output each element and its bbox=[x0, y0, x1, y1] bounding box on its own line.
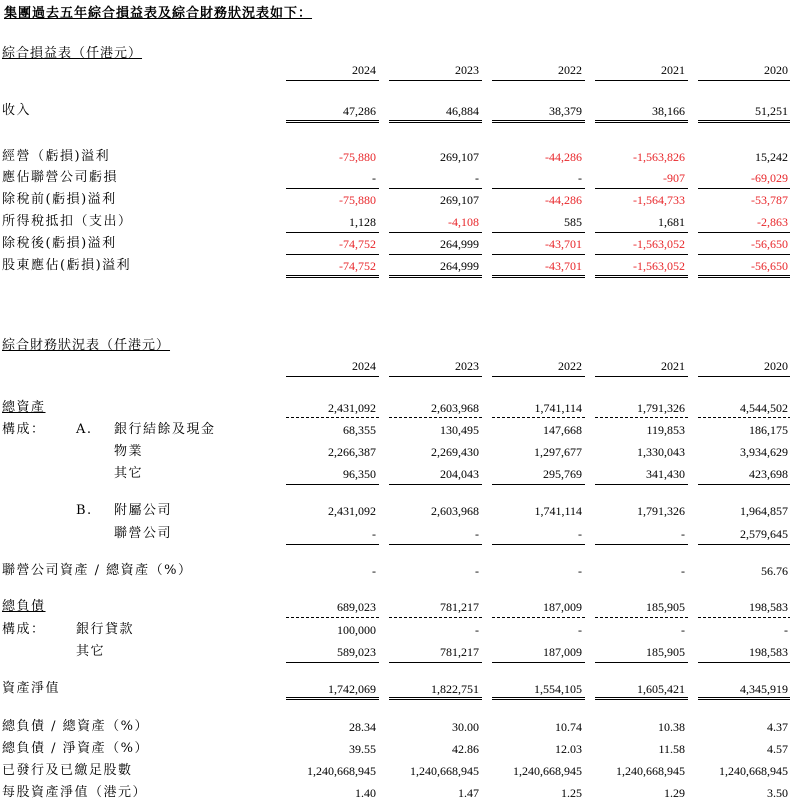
debt-to-assets-row bbox=[0, 717, 790, 737]
cell-value: 1,791,326 bbox=[637, 504, 685, 518]
cell-value: 423,698 bbox=[749, 467, 788, 481]
cell-value: - bbox=[578, 564, 582, 578]
cell-value: 198,583 bbox=[749, 645, 788, 659]
cell-value: 1,128 bbox=[349, 215, 376, 229]
cell-value: 264,999 bbox=[440, 237, 479, 251]
issued-shares-row bbox=[0, 761, 790, 781]
cell-value: 1,791,326 bbox=[637, 401, 685, 415]
divider bbox=[286, 697, 379, 700]
cell-value: - bbox=[681, 623, 685, 637]
group-b-marker: B. bbox=[76, 503, 93, 518]
divider bbox=[492, 120, 585, 123]
cell-value: 1,240,668,945 bbox=[719, 764, 788, 778]
divider bbox=[492, 417, 585, 418]
cell-value: 3.50 bbox=[767, 786, 788, 800]
cell-value: 4,544,502 bbox=[740, 401, 788, 415]
row-label: 總負債 bbox=[2, 599, 46, 614]
divider bbox=[389, 662, 482, 663]
cell-value: 295,769 bbox=[543, 467, 582, 481]
cell-value: - bbox=[578, 527, 582, 541]
cell-value: -74,752 bbox=[339, 259, 376, 273]
cell-value: 15,242 bbox=[755, 150, 788, 164]
cell-value: 204,043 bbox=[440, 467, 479, 481]
row-label: 所得稅抵扣（支出） bbox=[2, 214, 133, 229]
cell-value: 1.47 bbox=[458, 786, 479, 800]
row-label: 物業 bbox=[114, 444, 144, 459]
row-label: 銀行貸款 bbox=[76, 622, 135, 637]
year-label: 2021 bbox=[661, 63, 685, 77]
divider bbox=[389, 120, 482, 123]
cell-value: 781,217 bbox=[440, 600, 479, 614]
divider bbox=[492, 80, 585, 81]
year-label: 2021 bbox=[661, 359, 685, 373]
cell-value: 1,240,668,945 bbox=[307, 764, 376, 778]
cell-value: - bbox=[475, 527, 479, 541]
cell-value: 781,217 bbox=[440, 645, 479, 659]
cell-value: -56,650 bbox=[751, 237, 788, 251]
divider bbox=[595, 275, 688, 278]
aftertax-profit-row bbox=[0, 234, 790, 254]
cell-value: 147,668 bbox=[543, 423, 582, 437]
cell-value: 589,023 bbox=[337, 645, 376, 659]
divider bbox=[595, 254, 688, 255]
cell-value: - bbox=[681, 527, 685, 541]
year-label: 2023 bbox=[455, 359, 479, 373]
cell-value: -74,752 bbox=[339, 237, 376, 251]
cell-value: - bbox=[475, 171, 479, 185]
subsidiaries-row bbox=[0, 501, 790, 521]
divider bbox=[595, 544, 688, 545]
cell-value: 28.34 bbox=[349, 720, 376, 734]
cell-value: 46,884 bbox=[446, 104, 479, 118]
divider bbox=[698, 697, 790, 700]
divider bbox=[492, 617, 585, 618]
debt-to-equity-row bbox=[0, 739, 790, 759]
row-label: 其它 bbox=[114, 466, 144, 481]
divider bbox=[698, 275, 790, 278]
divider bbox=[389, 376, 482, 377]
cell-value: -43,701 bbox=[545, 259, 582, 273]
cell-value: 689,023 bbox=[337, 600, 376, 614]
row-label: 銀行結餘及現金 bbox=[114, 422, 216, 437]
cell-value: - bbox=[372, 527, 376, 541]
row-label: 聯營公司資產 / 總資產（%） bbox=[2, 563, 193, 578]
cell-value: 2,431,092 bbox=[328, 504, 376, 518]
cash-row bbox=[0, 420, 790, 440]
cell-value: -907 bbox=[663, 171, 685, 185]
other-liabilities-row bbox=[0, 642, 790, 662]
divider bbox=[698, 120, 790, 123]
divider bbox=[389, 544, 482, 545]
divider bbox=[286, 544, 379, 545]
divider bbox=[389, 697, 482, 700]
cell-value: 1.25 bbox=[561, 786, 582, 800]
cell-value: -2,863 bbox=[757, 215, 788, 229]
row-label: 應佔聯營公司虧損 bbox=[2, 170, 119, 185]
cell-value: 1,554,105 bbox=[534, 682, 582, 696]
cell-value: 187,009 bbox=[543, 600, 582, 614]
year-label: 2020 bbox=[764, 359, 788, 373]
divider bbox=[286, 376, 379, 377]
cell-value: 2,269,430 bbox=[431, 445, 479, 459]
cell-value: 2,603,968 bbox=[431, 504, 479, 518]
divider bbox=[286, 662, 379, 663]
cell-value: 1.29 bbox=[664, 786, 685, 800]
cell-value: 2,603,968 bbox=[431, 401, 479, 415]
divider bbox=[492, 544, 585, 545]
row-label: 經營（虧損)溢利 bbox=[2, 149, 111, 164]
divider bbox=[698, 417, 790, 418]
cell-value: 198,583 bbox=[749, 600, 788, 614]
cell-value: 269,107 bbox=[440, 150, 479, 164]
tax-row bbox=[0, 212, 790, 232]
cell-value: - bbox=[784, 623, 788, 637]
cell-value: 119,853 bbox=[646, 423, 685, 437]
year-label: 2020 bbox=[764, 63, 788, 77]
year-label: 2024 bbox=[352, 359, 376, 373]
row-label: 聯營公司 bbox=[114, 526, 173, 541]
group-a-marker: A. bbox=[76, 422, 93, 437]
cell-value: - bbox=[578, 623, 582, 637]
pretax-profit-row bbox=[0, 190, 790, 210]
cell-value: -56,650 bbox=[751, 259, 788, 273]
divider bbox=[698, 80, 790, 81]
cell-value: 1,297,677 bbox=[534, 445, 582, 459]
composition-label: 構成： bbox=[2, 422, 46, 437]
divider bbox=[595, 120, 688, 123]
cell-value: -69,029 bbox=[751, 171, 788, 185]
divider bbox=[595, 662, 688, 663]
cell-value: - bbox=[372, 564, 376, 578]
associate-loss-row bbox=[0, 168, 790, 188]
bank-loans-row bbox=[0, 620, 790, 640]
cell-value: 1,240,668,945 bbox=[410, 764, 479, 778]
cell-value: -53,787 bbox=[751, 193, 788, 207]
cell-value: 47,286 bbox=[343, 104, 376, 118]
divider bbox=[389, 232, 482, 233]
cell-value: 96,350 bbox=[343, 467, 376, 481]
cell-value: 4.37 bbox=[767, 720, 788, 734]
cell-value: 10.74 bbox=[555, 720, 582, 734]
cell-value: 4,345,919 bbox=[740, 682, 788, 696]
divider bbox=[286, 484, 379, 485]
cell-value: -75,880 bbox=[339, 150, 376, 164]
cell-value: 1,240,668,945 bbox=[513, 764, 582, 778]
divider bbox=[595, 188, 688, 189]
cell-value: -4,108 bbox=[448, 215, 479, 229]
divider bbox=[595, 697, 688, 700]
balance-year-header bbox=[0, 356, 790, 376]
cell-value: 185,905 bbox=[646, 600, 685, 614]
divider bbox=[286, 188, 379, 189]
divider bbox=[492, 275, 585, 278]
row-label: 除稅後(虧損)溢利 bbox=[2, 236, 117, 251]
cell-value: 1,240,668,945 bbox=[616, 764, 685, 778]
cell-value: - bbox=[681, 564, 685, 578]
row-label: 已發行及已繳足股數 bbox=[2, 763, 133, 778]
divider bbox=[389, 484, 482, 485]
divider bbox=[595, 376, 688, 377]
cell-value: 1,964,857 bbox=[740, 504, 788, 518]
cell-value: 38,379 bbox=[549, 104, 582, 118]
shareholder-profit-row bbox=[0, 256, 790, 276]
property-row bbox=[0, 442, 790, 462]
divider bbox=[286, 275, 379, 278]
cell-value: 12.03 bbox=[555, 742, 582, 756]
row-label: 總資產 bbox=[2, 400, 46, 415]
divider bbox=[389, 275, 482, 278]
cell-value: -43,701 bbox=[545, 237, 582, 251]
cell-value: 264,999 bbox=[440, 259, 479, 273]
cell-value: -1,563,052 bbox=[633, 237, 685, 251]
divider bbox=[492, 188, 585, 189]
divider bbox=[492, 484, 585, 485]
cell-value: 2,431,092 bbox=[328, 401, 376, 415]
income-section-title: 綜合損益表（仟港元） bbox=[2, 46, 143, 61]
divider bbox=[389, 417, 482, 418]
divider bbox=[492, 376, 585, 377]
cell-value: 2,266,387 bbox=[328, 445, 376, 459]
cell-value: 10.38 bbox=[658, 720, 685, 734]
divider bbox=[698, 617, 790, 618]
cell-value: - bbox=[372, 171, 376, 185]
cell-value: -75,880 bbox=[339, 193, 376, 207]
divider bbox=[595, 484, 688, 485]
cell-value: 269,107 bbox=[440, 193, 479, 207]
divider bbox=[595, 417, 688, 418]
income-year-header bbox=[0, 60, 790, 80]
cell-value: 42.86 bbox=[452, 742, 479, 756]
cell-value: 100,000 bbox=[337, 623, 376, 637]
report-title: 集團過去五年綜合損益表及綜合財務狀況表如下： bbox=[4, 6, 313, 21]
divider bbox=[698, 232, 790, 233]
cell-value: 1,741,114 bbox=[534, 401, 582, 415]
row-label: 資產淨值 bbox=[2, 681, 61, 696]
year-label: 2024 bbox=[352, 63, 376, 77]
balance-section-title: 綜合財務狀況表（仟港元） bbox=[2, 338, 171, 353]
cell-value: 51,251 bbox=[755, 104, 788, 118]
divider bbox=[389, 188, 482, 189]
cell-value: -44,286 bbox=[545, 150, 582, 164]
revenue-row bbox=[0, 101, 790, 121]
nav-per-share-row bbox=[0, 783, 790, 803]
cell-value: -1,564,733 bbox=[633, 193, 685, 207]
cell-value: 3,934,629 bbox=[740, 445, 788, 459]
row-label: 總負債 / 總資產（%） bbox=[2, 719, 149, 734]
cell-value: 4.57 bbox=[767, 742, 788, 756]
row-label: 其它 bbox=[76, 644, 106, 659]
cell-value: - bbox=[475, 564, 479, 578]
divider bbox=[492, 254, 585, 255]
cell-value: - bbox=[578, 171, 582, 185]
other-assets-row bbox=[0, 464, 790, 484]
total-liabilities-row bbox=[0, 597, 790, 617]
cell-value: 1,741,114 bbox=[534, 504, 582, 518]
divider bbox=[286, 617, 379, 618]
divider bbox=[286, 417, 379, 418]
row-label: 每股資產淨值（港元） bbox=[2, 785, 148, 800]
row-label: 總負債 / 淨資產（%） bbox=[2, 741, 149, 756]
cell-value: - bbox=[475, 623, 479, 637]
net-assets-row bbox=[0, 679, 790, 699]
total-assets-row bbox=[0, 398, 790, 418]
cell-value: 30.00 bbox=[452, 720, 479, 734]
divider bbox=[698, 254, 790, 255]
divider bbox=[389, 80, 482, 81]
cell-value: 38,166 bbox=[652, 104, 685, 118]
row-label: 股東應佔(虧損)溢利 bbox=[2, 258, 132, 273]
cell-value: -1,563,052 bbox=[633, 259, 685, 273]
cell-value: 1,605,421 bbox=[637, 682, 685, 696]
divider bbox=[492, 232, 585, 233]
cell-value: 1,681 bbox=[658, 215, 685, 229]
divider bbox=[698, 662, 790, 663]
cell-value: 1,822,751 bbox=[431, 682, 479, 696]
year-label: 2022 bbox=[558, 359, 582, 373]
cell-value: 341,430 bbox=[646, 467, 685, 481]
divider bbox=[492, 697, 585, 700]
cell-value: 186,175 bbox=[749, 423, 788, 437]
cell-value: -1,563,826 bbox=[633, 150, 685, 164]
divider bbox=[698, 484, 790, 485]
divider bbox=[286, 254, 379, 255]
operating-profit-row bbox=[0, 147, 790, 167]
cell-value: 185,905 bbox=[646, 645, 685, 659]
cell-value: 39.55 bbox=[349, 742, 376, 756]
year-label: 2023 bbox=[455, 63, 479, 77]
divider bbox=[286, 232, 379, 233]
divider bbox=[389, 617, 482, 618]
cell-value: 585 bbox=[564, 215, 582, 229]
cell-value: 1.40 bbox=[355, 786, 376, 800]
associate-ratio-row bbox=[0, 561, 790, 581]
row-label: 附屬公司 bbox=[114, 503, 173, 518]
year-label: 2022 bbox=[558, 63, 582, 77]
divider bbox=[492, 662, 585, 663]
divider bbox=[698, 188, 790, 189]
associates-row bbox=[0, 524, 790, 544]
divider bbox=[286, 80, 379, 81]
row-label: 除稅前(虧損)溢利 bbox=[2, 192, 117, 207]
row-label: 收入 bbox=[2, 103, 32, 118]
divider bbox=[595, 80, 688, 81]
divider bbox=[698, 544, 790, 545]
cell-value: -44,286 bbox=[545, 193, 582, 207]
divider bbox=[389, 254, 482, 255]
cell-value: 1,742,069 bbox=[328, 682, 376, 696]
cell-value: 2,579,645 bbox=[740, 527, 788, 541]
cell-value: 130,495 bbox=[440, 423, 479, 437]
divider bbox=[595, 232, 688, 233]
cell-value: 68,355 bbox=[343, 423, 376, 437]
divider bbox=[698, 376, 790, 377]
cell-value: 1,330,043 bbox=[637, 445, 685, 459]
cell-value: 11.58 bbox=[658, 742, 685, 756]
divider bbox=[286, 120, 379, 123]
cell-value: 187,009 bbox=[543, 645, 582, 659]
divider bbox=[595, 617, 688, 618]
composition-label: 構成： bbox=[2, 622, 46, 637]
cell-value: 56.76 bbox=[761, 564, 788, 578]
